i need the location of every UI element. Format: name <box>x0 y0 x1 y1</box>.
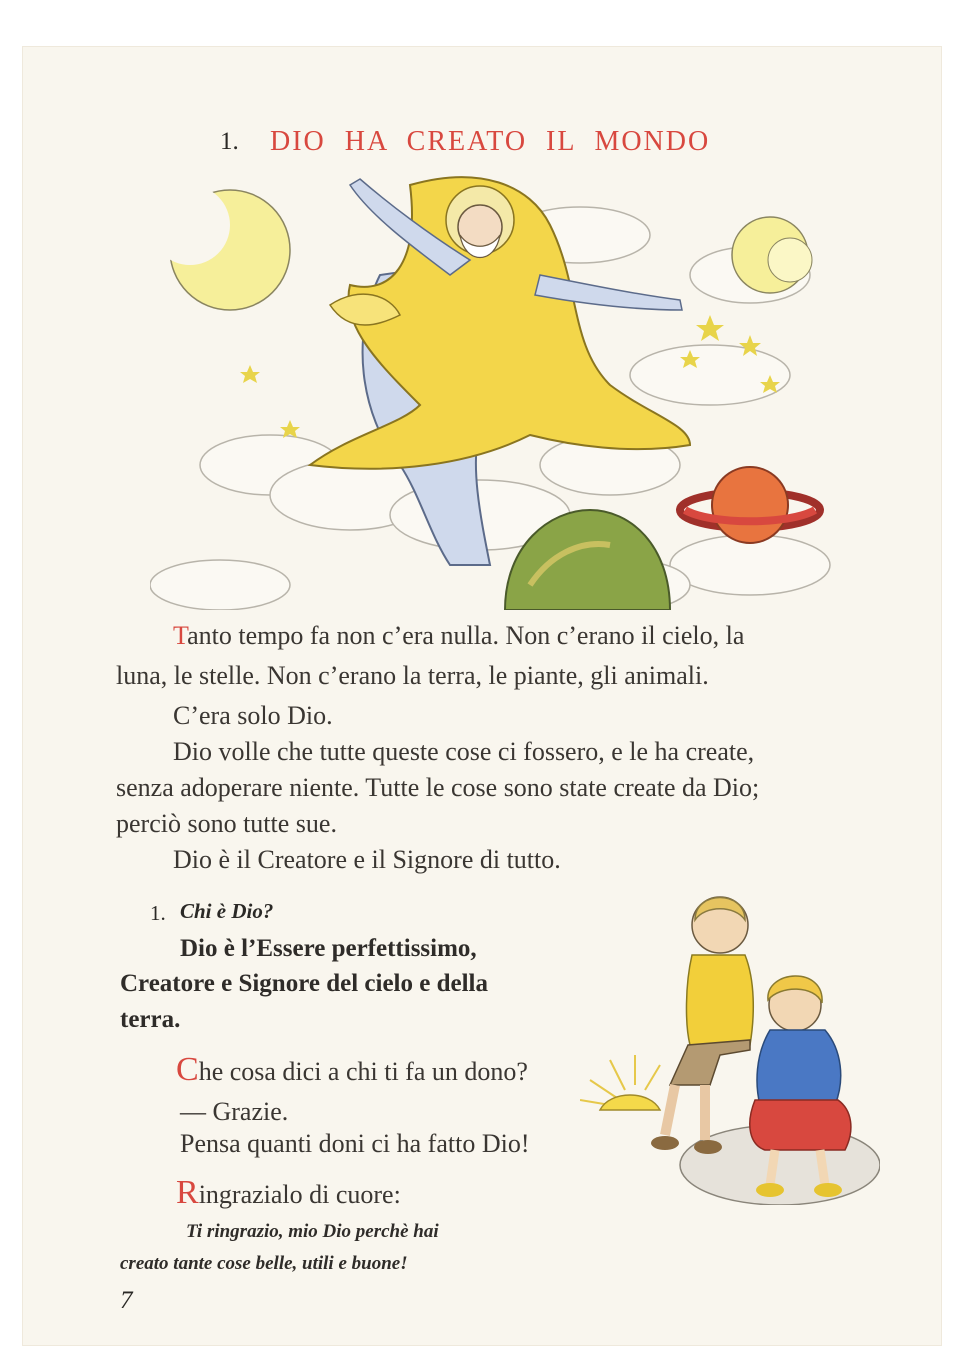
story-line-5: senza adoperare niente. Tutte le cose sono state create da Dio; <box>116 773 760 802</box>
drop-cap: C <box>176 1051 199 1088</box>
page-number: 7 <box>120 1287 133 1314</box>
prayer-line-2: creato tante cose belle, utili e buone! <box>120 1253 408 1274</box>
answer-line-3: terra. <box>120 1006 181 1033</box>
chapter-number: 1. <box>220 128 239 155</box>
chapter-title: DIO HA CREATO IL MONDO <box>270 126 711 157</box>
story-line-1: Tanto tempo fa non c’era nulla. Non c’erano il cielo, la <box>173 621 745 650</box>
answer-line-2: Creatore e Signore del cielo e della <box>120 970 488 997</box>
question-number: 1. <box>150 901 166 925</box>
dialogue-line-3: Pensa quanti doni ci ha fatto Dio! <box>180 1129 530 1158</box>
crescent-moon-icon <box>150 185 290 310</box>
story-line-7: Dio è il Creatore e il Signore di tutto. <box>173 845 561 874</box>
story-line-4: Dio volle che tutte queste cose ci fossero, e le ha create, <box>173 737 755 766</box>
praying-children-illustration <box>580 885 880 1205</box>
story-line-2: luna, le stelle. Non c’erano la terra, le piante, gli animali. <box>116 661 709 690</box>
dialogue-line-2: — Grazie. <box>180 1097 289 1126</box>
answer-line-1: Dio è l’Essere perfettissimo, <box>180 935 477 962</box>
drop-cap: R <box>176 1174 199 1211</box>
prayer-line-1: Ti ringrazio, mio Dio perchè hai <box>186 1221 439 1242</box>
dialogue-line-4: Ringrazialo di cuore: <box>176 1174 401 1211</box>
story-line-6: perciò sono tutte sue. <box>116 809 337 838</box>
creation-illustration <box>150 165 850 610</box>
story-line-3: C’era solo Dio. <box>173 701 333 730</box>
drop-cap: T <box>173 621 188 650</box>
question-text: Chi è Dio? <box>180 899 274 923</box>
dialogue-line-1: Che cosa dici a chi ti fa un dono? <box>176 1051 528 1088</box>
saturn-planet-icon <box>680 467 820 543</box>
